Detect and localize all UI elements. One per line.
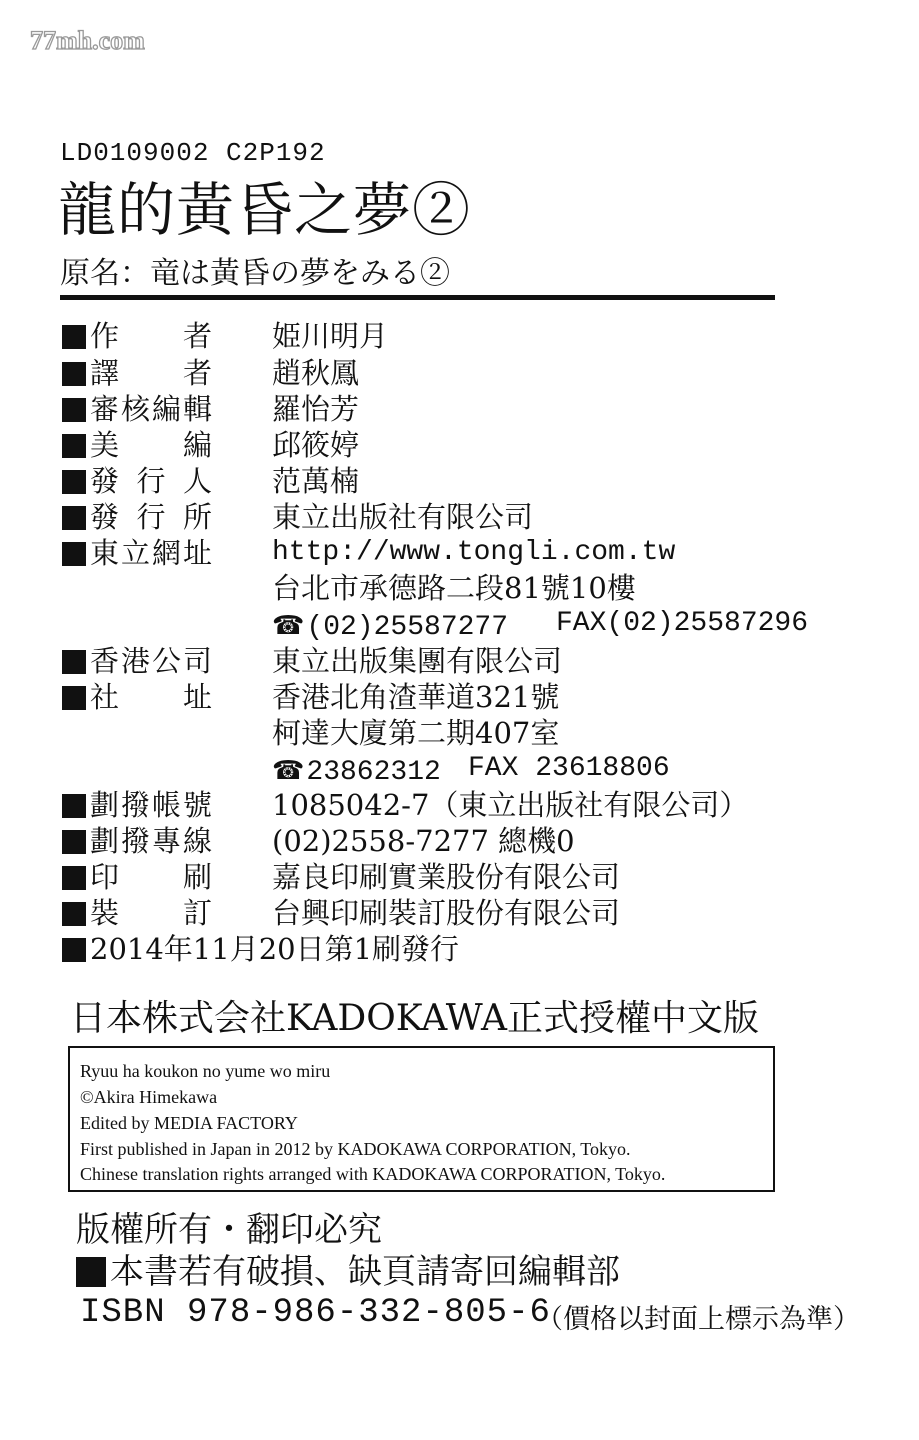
square-bullet xyxy=(62,686,86,710)
tw-contact xyxy=(272,606,508,646)
english-line: ©Akira Himekawa xyxy=(80,1087,218,1107)
book-title: 龍的黃昏之夢② xyxy=(58,176,472,244)
square-bullet xyxy=(62,398,86,422)
credit-label-publisher: 發行人 xyxy=(62,463,212,499)
credit-label-publishing-house: 發行所 xyxy=(62,499,212,535)
credit-label-editor: 審核編輯 xyxy=(62,391,212,427)
credit-value-publishing-house: 東立出版社有限公司 xyxy=(272,500,534,534)
credit-value-publisher: 范萬楠 xyxy=(272,464,360,498)
watermark: 77mh.com xyxy=(30,26,145,55)
website-link[interactable]: http://www.tongli.com.tw xyxy=(272,537,676,568)
hk-fax: FAX 23618806 xyxy=(468,753,670,784)
credit-value-author: 姫川明月 xyxy=(272,319,389,353)
english-line: Ryuu ha koukon no yume wo miru xyxy=(80,1061,331,1081)
tw-address: 台北市承德路二段81號10樓 xyxy=(272,571,636,605)
postal-line-label: 劃撥專線 xyxy=(62,823,212,859)
hk-contact xyxy=(272,751,441,791)
title-divider xyxy=(60,295,775,300)
square-bullet xyxy=(62,866,86,890)
square-bullet xyxy=(62,830,86,854)
english-line: First published in Japan in 2012 by KADOKAWA CORPORATION, Tokyo. xyxy=(80,1139,631,1159)
isbn: ISBN 978-986-332-805-6 xyxy=(80,1294,551,1332)
printer-label: 印 刷 xyxy=(62,859,212,895)
hk-address-line1: 香港北角渣華道321號 xyxy=(272,680,560,714)
square-bullet xyxy=(62,650,86,674)
postal-line-value: (02)2558-7277 總機0 xyxy=(272,824,575,858)
credit-label-art-editor: 美 編 xyxy=(62,427,212,463)
hk-phone: 23862312 xyxy=(306,757,441,788)
square-bullet xyxy=(62,794,86,818)
postal-account-label: 劃撥帳號 xyxy=(62,787,212,823)
english-line: Chinese translation rights arranged with KADOKAWA CORPORATION, Tokyo. xyxy=(80,1164,666,1184)
printer-value: 嘉良印刷實業股份有限公司 xyxy=(272,860,621,894)
square-bullet xyxy=(76,1257,106,1287)
hk-address-line2: 柯達大廈第二期407室 xyxy=(272,716,560,750)
credit-label-author: 作 者 xyxy=(62,318,212,354)
square-bullet xyxy=(62,362,86,386)
damage-notice: 本書若有破損、缺頁請寄回編輯部 xyxy=(76,1250,620,1294)
binder-label: 裝 訂 xyxy=(62,895,212,931)
product-code: LD0109002 C2P192 xyxy=(60,138,326,168)
price-note: （價格以封面上標示為準） xyxy=(536,1304,860,1335)
license-notice: 日本株式会社KADOKAWA正式授權中文版 xyxy=(70,998,759,1039)
postal-account-value: 1085042-7（東立出版社有限公司） xyxy=(272,788,749,822)
credit-label-website: 東立網址 xyxy=(62,535,212,571)
square-bullet xyxy=(62,902,86,926)
square-bullet xyxy=(62,325,86,349)
phone-icon: ☎ xyxy=(272,611,305,641)
credit-value-editor: 羅怡芳 xyxy=(272,392,360,426)
hk-company: 東立出版集團有限公司 xyxy=(272,644,563,678)
hk-label: 香港公司 xyxy=(62,643,212,679)
publication-date: 2014年11月20日第1刷發行 xyxy=(62,931,459,967)
hk-address-label: 社 址 xyxy=(62,679,212,715)
phone-icon: ☎ xyxy=(272,756,305,786)
credit-value-art-editor: 邱筱婷 xyxy=(272,428,360,462)
english-line: Edited by MEDIA FACTORY xyxy=(80,1113,298,1133)
original-title: 原名：竜は黃昏の夢をみる② xyxy=(60,256,450,291)
square-bullet xyxy=(62,542,86,566)
binder-value: 台興印刷裝訂股份有限公司 xyxy=(272,896,621,930)
square-bullet xyxy=(62,506,86,530)
square-bullet xyxy=(62,434,86,458)
tw-phone: (02)25587277 xyxy=(306,612,509,643)
copyright-notice: 版權所有・翻印必究 xyxy=(76,1210,382,1250)
square-bullet xyxy=(62,938,86,962)
credit-label-translator: 譯 者 xyxy=(62,355,212,391)
square-bullet xyxy=(62,470,86,494)
tw-fax: FAX(02)25587296 xyxy=(556,608,809,639)
credit-value-translator: 趙秋鳳 xyxy=(272,356,360,390)
